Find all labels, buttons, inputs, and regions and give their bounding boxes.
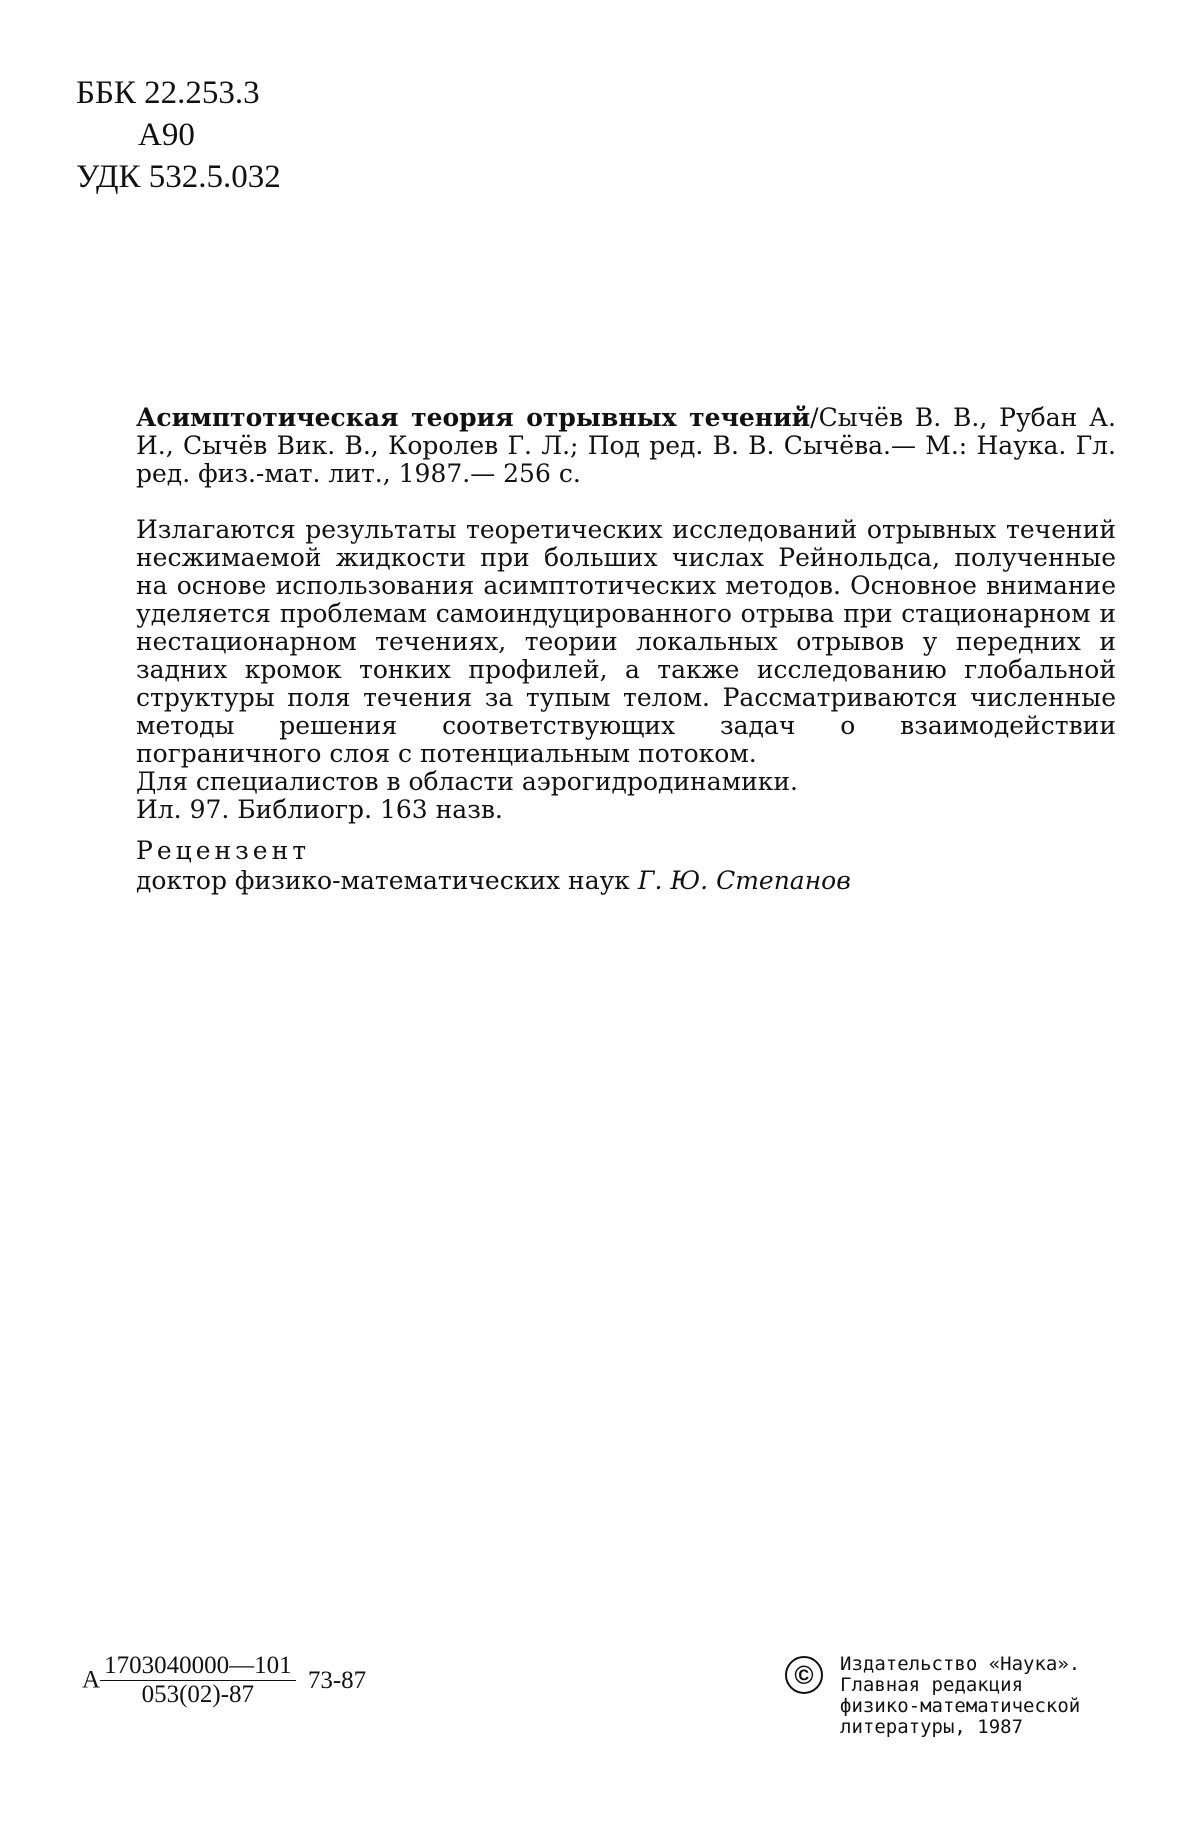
illustrations-note: Ил. 97. Библиогр. 163 назв.	[136, 795, 503, 824]
copyright-line-1: Издательство «Наука».	[840, 1653, 1081, 1675]
copyright-icon: ©	[785, 1656, 823, 1694]
reviewer-heading: Рецензент	[136, 836, 311, 865]
copyright-notice	[840, 1654, 1080, 1738]
reviewer-line	[136, 866, 851, 896]
author-mark: А90	[138, 117, 195, 153]
reviewer-block	[136, 836, 851, 896]
bibliographic-details: /Сычёв В. В., Рубан А. И., Сычёв Вик. В., Королев Г. Л.; Под ред. В. В. Сычёва.— М.: Наука. Гл. ред. физ.-мат. лит., 1987.— 256 с.	[136, 403, 1116, 488]
audience-note: Для специалистов в области аэрогидродинамики.	[136, 767, 798, 796]
udk-code: УДК 532.5.032	[76, 159, 281, 195]
classification-block	[76, 72, 281, 198]
code-denominator: 053(02)-87	[141, 1681, 255, 1708]
annotation-block	[136, 404, 1116, 824]
reviewer-description: доктор физико-математических наук	[136, 866, 630, 895]
publication-code	[82, 1652, 366, 1709]
copyright-line-3: физико-математической	[840, 1695, 1081, 1717]
bibliographic-record	[136, 404, 1116, 488]
copyright-line-4: литературы, 1987	[840, 1716, 1024, 1738]
code-suffix: 73-87	[307, 1666, 367, 1694]
code-numerator: 1703040000—101	[100, 1652, 296, 1681]
code-fraction	[100, 1652, 296, 1709]
book-title: Асимптотическая теория отрывных течений	[136, 403, 811, 432]
abstract-text: Излагаются результаты теоретических исследований отрывных течений несжимаемой жидкости при больших числах Рейнольдса, полученные на основе использования асимптотических методов. Основное внимание уделяется проблемам самоиндуцированного отрыва при стационарном и нестационарном течениях, теории локальных отрывов у передних и задних кромок тонких профилей, а также исследованию глобальной структуры поля течения за тупым телом. Рассматриваются численные методы решения соответствующих задач о взаимодействии пограничного слоя с потенциальным потоком.	[136, 515, 1116, 768]
code-prefix: А	[82, 1666, 101, 1694]
bbk-code: ББК 22.253.3	[76, 75, 260, 111]
copyright-line-2: Главная редакция	[840, 1674, 1024, 1696]
reviewer-name: Г. Ю. Степанов	[637, 866, 851, 895]
